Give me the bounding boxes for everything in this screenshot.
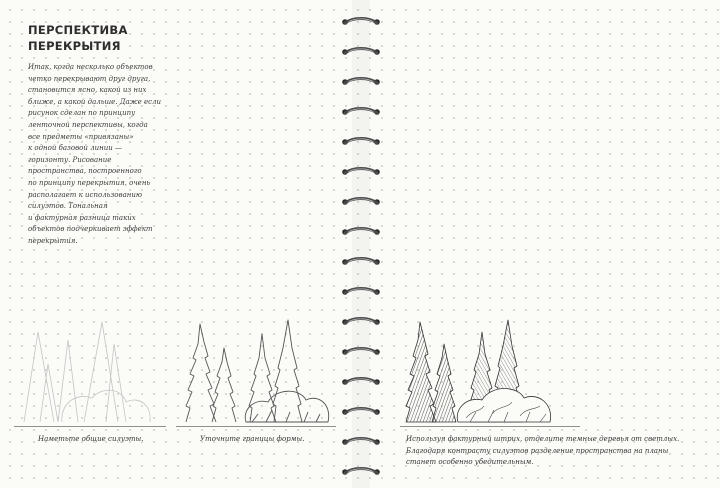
- binding-ring: [337, 106, 385, 118]
- body-line: и фактурная разница таких: [28, 213, 136, 222]
- body-line: объектов подчеркивает эффект: [28, 225, 153, 234]
- binding-ring: [337, 226, 385, 238]
- ground-line: [400, 426, 580, 427]
- body-line: становится ясно, какой из них: [28, 86, 147, 95]
- heading-line-2: ПЕРЕКРЫТИЯ: [28, 39, 121, 53]
- body-line: Итак, когда несколько объектов: [28, 63, 153, 71]
- sketch-panel-silhouettes: [14, 318, 164, 428]
- sketch-panel-textured: [400, 318, 580, 428]
- binding-ring: [337, 46, 385, 58]
- caption-step-1: Наметьте общие силуэты.: [38, 435, 144, 443]
- binding-ring: [337, 16, 385, 28]
- sketch-panel-outlines: [176, 318, 336, 428]
- binding-ring: [337, 286, 385, 298]
- binding-ring: [337, 466, 385, 478]
- binding-ring: [337, 196, 385, 208]
- binding-ring: [337, 316, 385, 328]
- ground-line: [14, 426, 166, 427]
- body-line: горизонту. Рисование: [28, 155, 112, 164]
- binding-ring: [337, 136, 385, 148]
- binding-ring: [337, 406, 385, 418]
- silhouettes-sketch: [14, 318, 164, 428]
- binding-ring: [337, 166, 385, 178]
- heading-line-1: ПЕРСПЕКТИВА: [28, 23, 128, 37]
- body-line: располагает к использованию: [28, 190, 143, 199]
- body-line: силуэтов. Тональная: [28, 202, 108, 211]
- left-page: [0, 0, 352, 488]
- caption-step-3-line: станет особенно убедительным.: [406, 458, 534, 466]
- body-line: рисунок сделан по принципу: [28, 109, 136, 118]
- textured-sketch: [400, 318, 580, 428]
- caption-step-3: [406, 434, 679, 469]
- binding-ring: [337, 256, 385, 268]
- binding-ring: [337, 376, 385, 388]
- body-line: по принципу перекрытия, очень: [28, 178, 151, 187]
- body-line: ближе, а какой дальше. Даже если: [28, 97, 161, 106]
- body-line: ленточной перспективы, когда: [28, 120, 148, 129]
- caption-step-3-line: Благодаря контрасту силуэтов разделение пространства на планы: [406, 446, 669, 455]
- outlines-sketch: [176, 318, 336, 428]
- ground-line: [176, 426, 336, 427]
- body-paragraph: [28, 62, 161, 248]
- section-heading: [28, 22, 128, 54]
- binding-ring: [337, 346, 385, 358]
- binding-ring: [337, 436, 385, 448]
- binding-ring: [337, 76, 385, 88]
- right-page: [370, 0, 720, 488]
- body-line: четко перекрывают друг друга,: [28, 74, 151, 83]
- body-line: к одной базовой линии —: [28, 144, 122, 153]
- body-line: пространства, построенного: [28, 167, 142, 176]
- body-line: все предметы «привязаны»: [28, 132, 134, 141]
- caption-step-3-line: Используя фактурный штрих, отделите темные деревья от светлых.: [406, 435, 680, 443]
- body-line: перекрытия.: [28, 236, 78, 245]
- caption-step-2: Уточните границы формы.: [200, 435, 305, 443]
